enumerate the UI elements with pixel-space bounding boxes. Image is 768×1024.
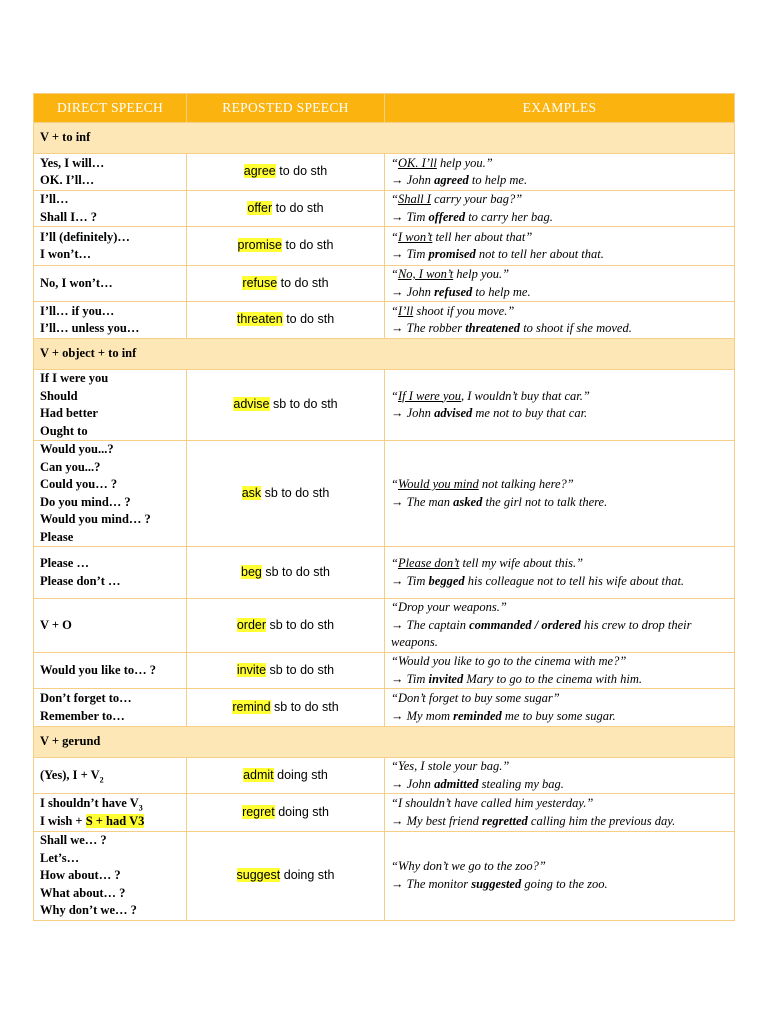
quote-underlined: I won’t	[397, 229, 433, 244]
reporting-verb-highlight: order	[236, 617, 267, 632]
reported-text: stealing my bag.	[478, 776, 564, 791]
direct-speech-cell	[34, 832, 187, 921]
reporting-verb-highlight: refuse	[242, 275, 278, 290]
table-header-row	[34, 94, 735, 123]
example-quote	[391, 388, 728, 406]
table-row	[34, 653, 735, 689]
example-reported	[391, 617, 728, 652]
reported-verb-cell	[187, 547, 385, 599]
reported-text: to shoot if she moved.	[520, 321, 632, 335]
reported-text: me to buy some sugar.	[501, 708, 616, 723]
reporting-verb-pattern: sb to do sth	[270, 699, 339, 714]
example-reported	[391, 494, 728, 512]
reported-verb-bold: reminded	[453, 708, 502, 723]
reported-text: John	[403, 406, 435, 420]
direct-speech-line: How about… ?	[40, 868, 121, 882]
direct-speech-line: Please don’t …	[40, 573, 121, 588]
example-cell	[385, 302, 735, 339]
direct-speech-line: Remember to…	[40, 708, 125, 723]
reported-verb-cell	[187, 154, 385, 191]
direct-speech-text: I shouldn’t have V	[40, 796, 139, 810]
table-row	[34, 599, 735, 653]
reported-verb-bold: threatened	[465, 321, 521, 335]
table-row	[34, 154, 735, 191]
direct-speech-line: I’ll…	[40, 192, 69, 206]
reporting-verb-pattern: to do sth	[277, 275, 329, 290]
reported-text: John	[403, 284, 435, 299]
quote-underlined: If I were you	[397, 388, 462, 403]
quote-text: “Yes, I stole your bag.”	[391, 759, 510, 773]
reported-verb-cell	[187, 599, 385, 653]
example-reported	[391, 320, 728, 338]
reporting-verb-highlight: ask	[241, 485, 262, 500]
reported-verb-cell	[187, 832, 385, 921]
reported-verb-bold: promised	[428, 247, 476, 261]
reported-text: Mary to go to the cinema with him.	[463, 671, 643, 686]
reported-verb-bold: begged	[428, 573, 465, 588]
quote-text: tell her about that”	[432, 229, 533, 244]
direct-speech-cell	[34, 547, 187, 599]
reporting-verb-highlight: offer	[247, 200, 273, 215]
quote-text: not talking here?”	[478, 477, 574, 491]
direct-speech-line: Ought to	[40, 423, 88, 438]
reporting-verb-highlight: agree	[243, 164, 276, 179]
direct-speech-line: What about… ?	[40, 885, 126, 900]
arrow-icon: →	[391, 876, 404, 891]
reporting-verb-highlight: regret	[242, 804, 275, 819]
table-row	[34, 794, 735, 832]
quote-text: “	[391, 192, 398, 206]
quote-underlined: I’ll	[397, 303, 414, 318]
reporting-verb-pattern: to do sth	[275, 164, 328, 179]
direct-speech-line: Shall we… ?	[40, 833, 107, 847]
example-cell	[385, 832, 735, 921]
reported-verb-cell	[187, 441, 385, 547]
quote-text: “	[391, 229, 398, 244]
example-cell	[385, 191, 735, 227]
example-cell	[385, 599, 735, 653]
quote-text: help you.”	[436, 155, 493, 170]
arrow-icon: →	[391, 173, 404, 187]
direct-speech-cell	[34, 758, 187, 794]
example-quote	[391, 266, 728, 284]
quote-text: “Why don’t we go to the zoo?”	[391, 859, 546, 874]
quote-text: “	[391, 303, 398, 318]
header-direct-speech: DIRECT SPEECH	[34, 94, 187, 123]
section-v-object-to-inf: V + object + to inf	[34, 339, 735, 370]
direct-speech-line: Would you...?	[40, 442, 114, 456]
reporting-verb-highlight: threaten	[236, 312, 283, 327]
example-cell	[385, 154, 735, 191]
reported-text: going to the zoo.	[521, 876, 608, 891]
example-cell	[385, 266, 735, 302]
table-row	[34, 758, 735, 794]
direct-speech-cell	[34, 370, 187, 441]
example-reported	[391, 284, 728, 302]
quote-text: “	[391, 267, 398, 281]
reported-text: not to tell her about that.	[475, 247, 604, 261]
example-quote	[391, 858, 728, 876]
quote-text: “	[391, 388, 398, 403]
reported-verb-bold: admitted	[434, 776, 479, 791]
reported-text: calling him the previous day.	[527, 813, 676, 828]
reporting-verb-highlight: promise	[237, 238, 283, 253]
direct-speech-line: Shall I… ?	[40, 209, 97, 224]
reporting-verb-pattern: sb to do sth	[261, 564, 330, 579]
example-reported	[391, 708, 728, 726]
reported-text: Tim	[403, 209, 429, 224]
reported-verb-bold: invited	[428, 671, 464, 686]
example-cell	[385, 758, 735, 794]
reporting-verb-highlight: suggest	[236, 868, 281, 882]
quote-text: shoot if you move.”	[413, 303, 515, 318]
section-row	[34, 123, 735, 154]
reporting-verb-pattern: doing sth	[274, 804, 329, 819]
reported-text: The monitor	[403, 876, 472, 891]
arrow-icon: →	[391, 671, 404, 686]
reporting-verb-pattern: sb to do sth	[266, 662, 335, 677]
example-reported	[391, 172, 728, 190]
header-reported-speech: REPOSTED SPEECH	[187, 94, 385, 123]
reported-verb-cell	[187, 758, 385, 794]
reported-text: Tim	[403, 247, 429, 261]
example-quote	[391, 758, 728, 776]
reported-text: My mom	[403, 708, 454, 723]
reported-verb-bold: agreed	[434, 173, 469, 187]
quote-underlined: Please don’t	[397, 556, 460, 570]
table-row	[34, 266, 735, 302]
quote-text: “	[391, 556, 398, 570]
reported-speech-table	[33, 93, 735, 921]
example-quote	[391, 653, 728, 671]
direct-speech-line: I won’t…	[40, 247, 92, 261]
direct-speech-cell	[34, 266, 187, 302]
direct-speech-cell	[34, 227, 187, 266]
direct-speech-line: Please	[40, 529, 74, 544]
reported-verb-bold: refused	[434, 284, 473, 299]
reported-text: The robber	[403, 321, 466, 335]
reporting-verb-pattern: doing sth	[273, 767, 328, 782]
example-reported	[391, 776, 728, 794]
direct-speech-cell	[34, 154, 187, 191]
example-quote	[391, 191, 728, 209]
example-reported	[391, 209, 728, 227]
reported-text: to help me.	[468, 173, 528, 187]
arrow-icon: →	[391, 247, 404, 261]
example-reported	[391, 671, 728, 689]
quote-text: “Would you like to go to the cinema with me?”	[391, 654, 627, 668]
section-v-to-inf: V + to inf	[34, 123, 735, 154]
quote-text: “Don’t forget to buy some sugar”	[391, 691, 560, 705]
direct-speech-cell	[34, 302, 187, 339]
direct-speech-line: Please …	[40, 556, 89, 570]
quote-text: help you.”	[453, 267, 510, 281]
direct-speech-line: Had better	[40, 406, 98, 420]
direct-speech-line: Let’s…	[40, 850, 80, 865]
arrow-icon: →	[391, 776, 404, 791]
quote-underlined: Shall I	[397, 192, 431, 206]
example-cell	[385, 370, 735, 441]
example-quote	[391, 229, 728, 247]
reporting-verb-highlight: admit	[243, 767, 274, 782]
reported-text: to carry her bag.	[465, 209, 553, 224]
reported-text: his crew to drop their weapons.	[391, 617, 692, 650]
direct-speech-cell	[34, 191, 187, 227]
example-quote	[391, 303, 728, 321]
reported-verb-bold: asked	[453, 494, 483, 509]
direct-speech-line: OK. I’ll…	[40, 173, 95, 187]
direct-speech-line: I’ll (definitely)…	[40, 229, 130, 244]
subscript: 2	[99, 775, 104, 785]
direct-speech-line: No, I won’t…	[40, 275, 113, 290]
direct-speech-line: Could you… ?	[40, 477, 118, 491]
example-quote	[391, 155, 728, 173]
direct-speech-line: Don’t forget to…	[40, 691, 132, 705]
direct-speech-line: I’ll… if you…	[40, 303, 115, 318]
section-row	[34, 727, 735, 758]
example-cell	[385, 689, 735, 727]
example-cell	[385, 653, 735, 689]
reporting-verb-pattern: sb to do sth	[269, 397, 338, 412]
direct-speech-line: Do you mind… ?	[40, 494, 131, 509]
reporting-verb-highlight: beg	[241, 564, 262, 579]
example-quote	[391, 599, 728, 617]
table-row	[34, 370, 735, 441]
direct-speech-line: Would you mind… ?	[40, 512, 151, 526]
reporting-verb-highlight: advise	[233, 397, 270, 412]
arrow-icon: →	[391, 209, 404, 224]
table-row	[34, 441, 735, 547]
direct-speech-line: Can you...?	[40, 459, 101, 474]
arrow-icon: →	[391, 617, 404, 632]
reporting-verb-pattern: sb to do sth	[261, 485, 330, 500]
direct-speech-cell	[34, 441, 187, 547]
reported-verb-cell	[187, 266, 385, 302]
arrow-icon: →	[391, 284, 404, 299]
reported-text: The captain	[403, 617, 470, 632]
direct-speech-cell	[34, 689, 187, 727]
reported-verb-cell	[187, 653, 385, 689]
reporting-verb-pattern: to do sth	[272, 200, 324, 215]
arrow-icon: →	[391, 494, 404, 509]
quote-text: carry your bag?”	[430, 192, 523, 206]
reported-verb-cell	[187, 227, 385, 266]
direct-speech-line	[40, 813, 180, 831]
direct-speech-cell	[34, 794, 187, 832]
example-cell	[385, 794, 735, 832]
direct-speech-line: I’ll… unless you…	[40, 321, 140, 335]
reported-text: Tim	[403, 671, 429, 686]
quote-underlined: No, I won’t	[397, 267, 454, 281]
reported-verb-bold: regretted	[481, 813, 528, 828]
reporting-verb-pattern: doing sth	[280, 868, 335, 882]
quote-text: tell my wife about this.”	[459, 556, 584, 570]
reported-text: John	[403, 173, 435, 187]
reporting-verb-highlight: invite	[236, 662, 267, 677]
subscript: 3	[138, 803, 143, 813]
example-cell	[385, 227, 735, 266]
table-row	[34, 547, 735, 599]
reported-text: the girl not to talk there.	[482, 494, 608, 509]
reported-verb-cell	[187, 794, 385, 832]
direct-speech-line: Should	[40, 388, 78, 403]
direct-speech-line: Would you like to… ?	[40, 662, 156, 677]
reported-verb-bold: suggested	[471, 876, 522, 891]
example-quote	[391, 795, 728, 813]
example-cell	[385, 547, 735, 599]
quote-text: “	[391, 477, 398, 491]
reported-text: to help me.	[472, 284, 531, 299]
quote-text: , I wouldn’t buy that car.”	[461, 388, 590, 403]
direct-speech-line: Why don’t we… ?	[40, 903, 137, 917]
arrow-icon: →	[391, 321, 404, 335]
direct-speech-highlight: S + had V3	[85, 813, 145, 828]
reported-text: me not to buy that car.	[472, 406, 588, 420]
example-reported	[391, 813, 728, 831]
reporting-verb-pattern: to do sth	[282, 238, 334, 253]
reported-text: his colleague not to tell his wife about that.	[464, 573, 685, 588]
example-reported	[391, 573, 728, 591]
quote-text: “	[391, 155, 398, 170]
arrow-icon: →	[391, 573, 404, 588]
reported-verb-bold: offered	[428, 209, 466, 224]
table-row	[34, 832, 735, 921]
table-row	[34, 227, 735, 266]
quote-underlined: Would you mind	[397, 477, 479, 491]
direct-speech-line: Yes, I will…	[40, 155, 105, 170]
table-row	[34, 191, 735, 227]
reporting-verb-pattern: to do sth	[282, 312, 335, 327]
reported-text: The man	[403, 494, 454, 509]
reported-text: My best friend	[403, 813, 482, 828]
reported-text: Tim	[403, 573, 429, 588]
example-reported	[391, 246, 728, 264]
example-quote	[391, 555, 728, 573]
table-row	[34, 302, 735, 339]
reporting-verb-pattern: sb to do sth	[266, 617, 335, 632]
arrow-icon: →	[391, 813, 404, 828]
example-reported	[391, 876, 728, 894]
direct-speech-line: V + O	[40, 617, 72, 632]
reported-verb-bold: advised	[434, 406, 473, 420]
direct-speech-cell	[34, 599, 187, 653]
example-reported	[391, 405, 728, 423]
section-v-gerund: V + gerund	[34, 727, 735, 758]
table-row	[34, 689, 735, 727]
direct-speech-text: I wish +	[40, 813, 86, 828]
direct-speech-text: (Yes), I + V	[40, 767, 100, 782]
example-cell	[385, 441, 735, 547]
reported-text: John	[403, 776, 435, 791]
quote-underlined: OK. I’ll	[397, 155, 437, 170]
reported-verb-cell	[187, 191, 385, 227]
header-examples: EXAMPLES	[385, 94, 735, 123]
reported-verb-cell	[187, 370, 385, 441]
direct-speech-cell	[34, 653, 187, 689]
quote-text: “Drop your weapons.”	[391, 600, 507, 615]
section-row	[34, 339, 735, 370]
direct-speech-line: If I were you	[40, 371, 109, 385]
reported-verb-bold: commanded / ordered	[469, 617, 581, 632]
direct-speech-line	[40, 795, 180, 813]
arrow-icon: →	[391, 406, 404, 420]
quote-text: “I shouldn’t have called him yesterday.”	[391, 796, 594, 810]
example-quote	[391, 476, 728, 494]
arrow-icon: →	[391, 708, 404, 723]
reported-verb-cell	[187, 689, 385, 727]
reporting-verb-highlight: remind	[232, 699, 271, 714]
reported-verb-cell	[187, 302, 385, 339]
example-quote	[391, 690, 728, 708]
